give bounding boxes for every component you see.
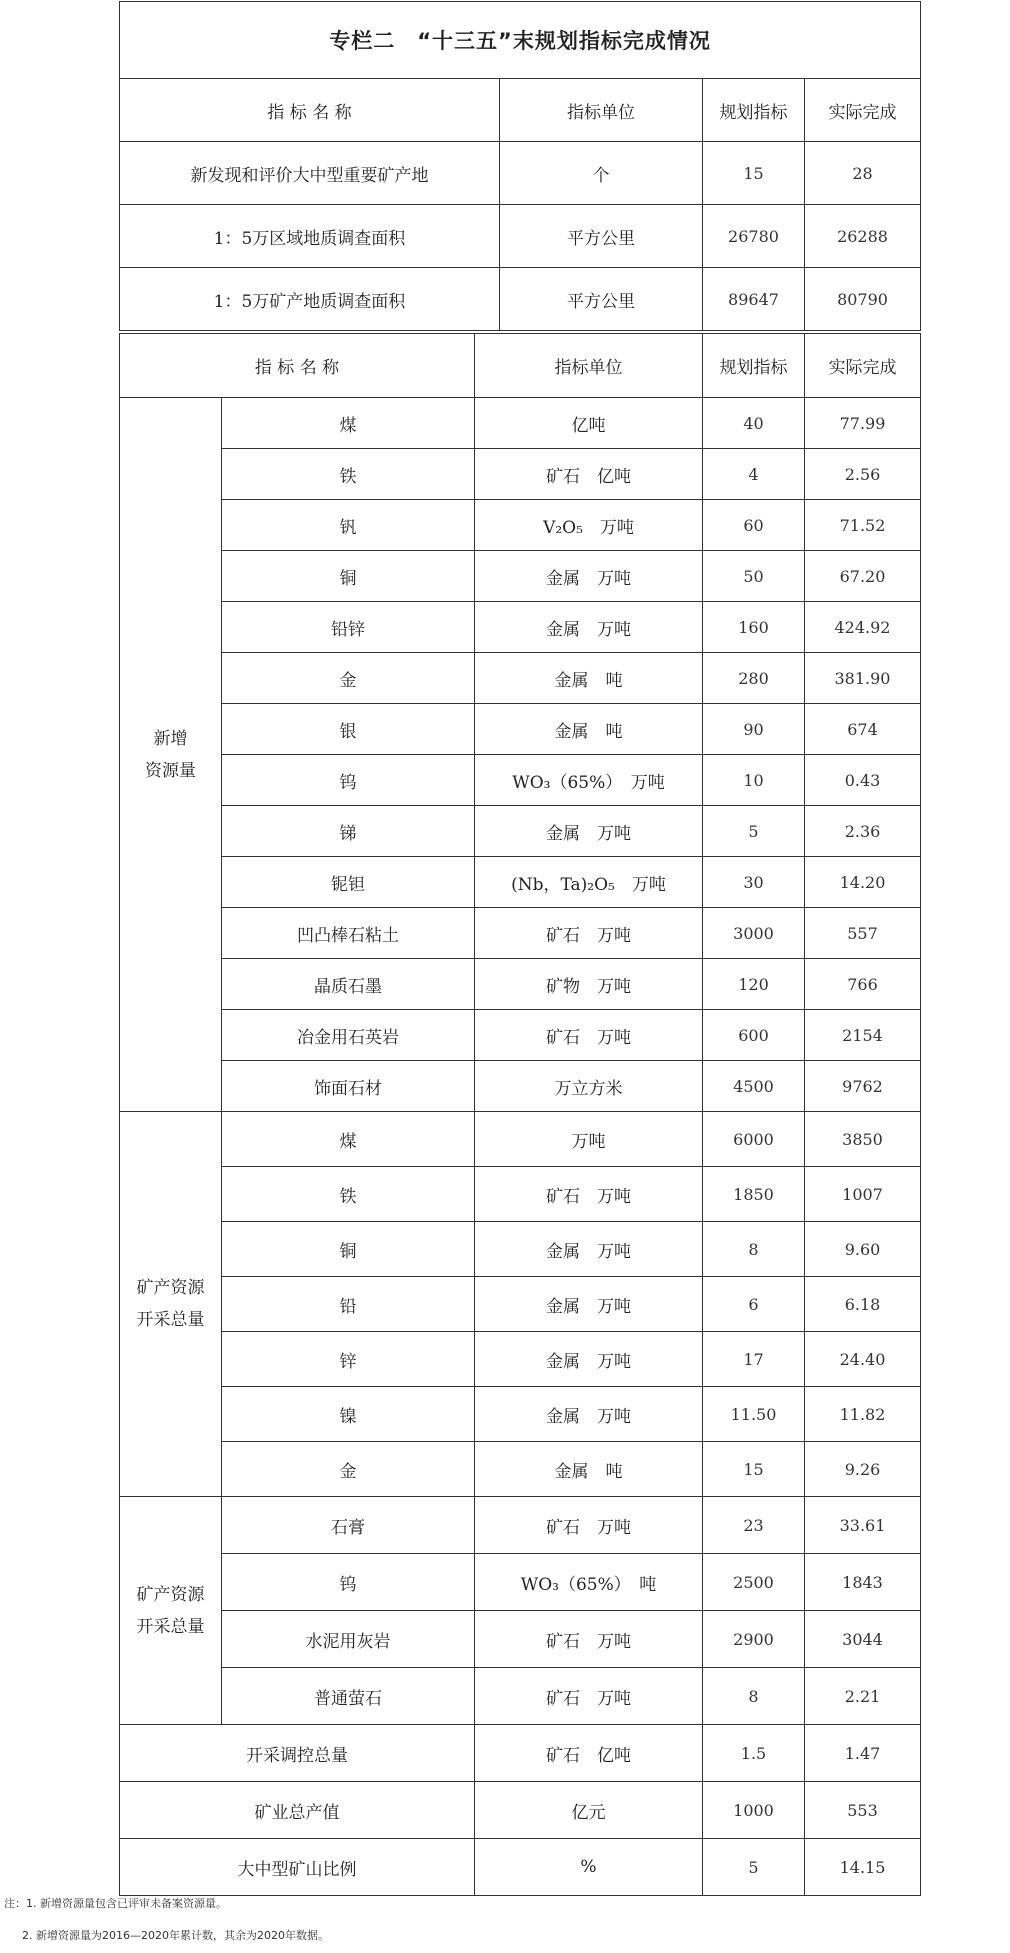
- table-row: [120, 755, 921, 806]
- table-row: [120, 1167, 921, 1222]
- row-unit: 金属 吨: [475, 1442, 703, 1497]
- row-unit: 金属 万吨: [475, 1277, 703, 1332]
- row-plan: 89647: [703, 268, 805, 331]
- row-actual: 9.60: [805, 1222, 921, 1277]
- table-row: [120, 1112, 921, 1167]
- row-name: 铁: [222, 449, 475, 500]
- row-plan: 6000: [703, 1112, 805, 1167]
- row-plan: 26780: [703, 205, 805, 268]
- row-name: 钨: [222, 1554, 475, 1611]
- row-name: 1：5万区域地质调查面积: [120, 205, 500, 268]
- table-row: [120, 268, 921, 331]
- table-row: [120, 704, 921, 755]
- row-unit: %: [475, 1839, 703, 1896]
- header-indicator-name: 指 标 名 称: [120, 334, 475, 398]
- row-name: 煤: [222, 398, 475, 449]
- row-actual: 2.36: [805, 806, 921, 857]
- row-name: 饰面石材: [222, 1061, 475, 1112]
- category-line: 开采总量: [136, 1616, 205, 1637]
- row-plan: 8: [703, 1222, 805, 1277]
- row-name: 矿业总产值: [120, 1782, 475, 1839]
- row-name: 锌: [222, 1332, 475, 1387]
- row-unit: 金属 万吨: [475, 1387, 703, 1442]
- header-unit: 指标单位: [500, 79, 703, 142]
- row-name: 铌钽: [222, 857, 475, 908]
- row-unit: WO₃（65%） 吨: [475, 1554, 703, 1611]
- row-unit: 平方公里: [500, 205, 703, 268]
- row-plan: 8: [703, 1668, 805, 1725]
- table-row: [120, 1061, 921, 1112]
- row-unit: WO₃（65%） 万吨: [475, 755, 703, 806]
- table-row: [120, 1387, 921, 1442]
- row-plan: 1850: [703, 1167, 805, 1222]
- row-actual: 674: [805, 704, 921, 755]
- row-plan: 280: [703, 653, 805, 704]
- row-name: 镍: [222, 1387, 475, 1442]
- header-actual: 实际完成: [805, 79, 921, 142]
- table-row: [120, 500, 921, 551]
- category-cell: [120, 398, 222, 1112]
- row-plan: 160: [703, 602, 805, 653]
- row-name: 钒: [222, 500, 475, 551]
- row-name: 新发现和评价大中型重要矿产地: [120, 142, 500, 205]
- row-unit: 金属 万吨: [475, 1222, 703, 1277]
- row-unit: 矿石 万吨: [475, 1010, 703, 1061]
- table-row: [120, 959, 921, 1010]
- row-plan: 2500: [703, 1554, 805, 1611]
- row-actual: 77.99: [805, 398, 921, 449]
- row-actual: 14.15: [805, 1839, 921, 1896]
- table-row: [120, 1497, 921, 1554]
- row-actual: 2154: [805, 1010, 921, 1061]
- row-actual: 557: [805, 908, 921, 959]
- row-plan: 4500: [703, 1061, 805, 1112]
- row-actual: 71.52: [805, 500, 921, 551]
- row-actual: 3850: [805, 1112, 921, 1167]
- row-unit: 亿元: [475, 1782, 703, 1839]
- row-plan: 30: [703, 857, 805, 908]
- row-unit: 矿石 万吨: [475, 1167, 703, 1222]
- row-actual: 766: [805, 959, 921, 1010]
- table-row: [120, 806, 921, 857]
- row-actual: 11.82: [805, 1387, 921, 1442]
- row-unit: 亿吨: [475, 398, 703, 449]
- row-unit: 矿石 万吨: [475, 1497, 703, 1554]
- row-actual: 381.90: [805, 653, 921, 704]
- row-name: 冶金用石英岩: [222, 1010, 475, 1061]
- row-actual: 14.20: [805, 857, 921, 908]
- row-actual: 3044: [805, 1611, 921, 1668]
- summary-row: [120, 1839, 921, 1896]
- row-actual: 28: [805, 142, 921, 205]
- row-plan: 11.50: [703, 1387, 805, 1442]
- header-plan: 规划指标: [703, 79, 805, 142]
- header-actual: 实际完成: [805, 334, 921, 398]
- row-name: 铜: [222, 1222, 475, 1277]
- row-unit: 平方公里: [500, 268, 703, 331]
- row-actual: 33.61: [805, 1497, 921, 1554]
- row-unit: 个: [500, 142, 703, 205]
- row-unit: 金属 万吨: [475, 1332, 703, 1387]
- category-line: 开采总量: [136, 1310, 205, 1330]
- table-row: [120, 908, 921, 959]
- row-name: 煤: [222, 1112, 475, 1167]
- row-plan: 4: [703, 449, 805, 500]
- row-actual: 24.40: [805, 1332, 921, 1387]
- row-plan: 1.5: [703, 1725, 805, 1782]
- row-name: 铁: [222, 1167, 475, 1222]
- row-actual: 1843: [805, 1554, 921, 1611]
- row-name: 晶质石墨: [222, 959, 475, 1010]
- row-unit: 矿石 万吨: [475, 1668, 703, 1725]
- table-row: [120, 1277, 921, 1332]
- row-plan: 2900: [703, 1611, 805, 1668]
- table-row: [120, 551, 921, 602]
- row-plan: 40: [703, 398, 805, 449]
- row-actual: 1007: [805, 1167, 921, 1222]
- category-line: 资源量: [145, 760, 196, 781]
- row-name: 锑: [222, 806, 475, 857]
- summary-row: [120, 1782, 921, 1839]
- row-name: 1：5万矿产地质调查面积: [120, 268, 500, 331]
- row-name: 开采调控总量: [120, 1725, 475, 1782]
- row-unit: 万吨: [475, 1112, 703, 1167]
- footnote-2: 2. 新增资源量为2016—2020年累计数，其余为2020年数据。: [22, 1929, 329, 1942]
- row-plan: 50: [703, 551, 805, 602]
- row-name: 钨: [222, 755, 475, 806]
- row-actual: 80790: [805, 268, 921, 331]
- row-actual: 2.56: [805, 449, 921, 500]
- row-name: 金: [222, 1442, 475, 1497]
- row-name: 水泥用灰岩: [222, 1611, 475, 1668]
- header-indicator-name: 指 标 名 称: [120, 79, 500, 142]
- row-plan: 60: [703, 500, 805, 551]
- table-row: [120, 1222, 921, 1277]
- category-cell: [120, 1112, 222, 1497]
- row-plan: 15: [703, 1442, 805, 1497]
- row-name: 银: [222, 704, 475, 755]
- row-unit: 万立方米: [475, 1061, 703, 1112]
- row-plan: 15: [703, 142, 805, 205]
- row-unit: 金属 万吨: [475, 551, 703, 602]
- row-actual: 9.26: [805, 1442, 921, 1497]
- top-indicator-table: [119, 1, 921, 331]
- row-unit: (Nb，Ta)₂O₅ 万吨: [475, 857, 703, 908]
- category-line: 矿产资源: [136, 1584, 205, 1605]
- row-unit: 金属 吨: [475, 653, 703, 704]
- row-unit: 金属 万吨: [475, 806, 703, 857]
- row-plan: 17: [703, 1332, 805, 1387]
- table-row: [120, 1554, 921, 1611]
- row-unit: 金属 万吨: [475, 602, 703, 653]
- row-plan: 600: [703, 1010, 805, 1061]
- header-plan: 规划指标: [703, 334, 805, 398]
- category-line: 新增: [153, 728, 188, 749]
- category-cell: [120, 1497, 222, 1725]
- row-plan: 5: [703, 806, 805, 857]
- row-plan: 6: [703, 1277, 805, 1332]
- table-row: [120, 449, 921, 500]
- row-unit: 矿物 万吨: [475, 959, 703, 1010]
- table-row: [120, 857, 921, 908]
- table-row: [120, 602, 921, 653]
- row-plan: 23: [703, 1497, 805, 1554]
- row-name: 铅: [222, 1277, 475, 1332]
- resource-indicator-table: [119, 333, 921, 1896]
- summary-row: [120, 1725, 921, 1782]
- row-actual: 0.43: [805, 755, 921, 806]
- header-unit: 指标单位: [475, 334, 703, 398]
- row-actual: 1.47: [805, 1725, 921, 1782]
- row-unit: V₂O₅ 万吨: [475, 500, 703, 551]
- row-unit: 金属 吨: [475, 704, 703, 755]
- category-line: 矿产资源: [136, 1278, 205, 1298]
- row-actual: 67.20: [805, 551, 921, 602]
- row-actual: 2.21: [805, 1668, 921, 1725]
- table-row: [120, 205, 921, 268]
- row-actual: 553: [805, 1782, 921, 1839]
- row-name: 石膏: [222, 1497, 475, 1554]
- row-name: 铅锌: [222, 602, 475, 653]
- row-unit: 矿石 万吨: [475, 908, 703, 959]
- row-plan: 120: [703, 959, 805, 1010]
- row-name: 金: [222, 653, 475, 704]
- row-actual: 424.92: [805, 602, 921, 653]
- table-row: [120, 1668, 921, 1725]
- row-plan: 5: [703, 1839, 805, 1896]
- table-row: [120, 1010, 921, 1061]
- row-unit: 矿石 亿吨: [475, 449, 703, 500]
- row-plan: 10: [703, 755, 805, 806]
- row-actual: 6.18: [805, 1277, 921, 1332]
- table-row: [120, 398, 921, 449]
- table-title: 专栏二 “十三五”末规划指标完成情况: [120, 2, 921, 79]
- table-row: [120, 1442, 921, 1497]
- row-name: 铜: [222, 551, 475, 602]
- table-row: [120, 142, 921, 205]
- row-unit: 矿石 万吨: [475, 1611, 703, 1668]
- row-plan: 1000: [703, 1782, 805, 1839]
- row-actual: 26288: [805, 205, 921, 268]
- row-name: 凹凸棒石粘土: [222, 908, 475, 959]
- footnote-1: 注：1. 新增资源量包含已评审未备案资源量。: [4, 1897, 227, 1910]
- table-row: [120, 1332, 921, 1387]
- row-plan: 3000: [703, 908, 805, 959]
- row-unit: 矿石 亿吨: [475, 1725, 703, 1782]
- row-name: 普通萤石: [222, 1668, 475, 1725]
- row-plan: 90: [703, 704, 805, 755]
- table-row: [120, 1611, 921, 1668]
- table-row: [120, 653, 921, 704]
- row-actual: 9762: [805, 1061, 921, 1112]
- row-name: 大中型矿山比例: [120, 1839, 475, 1896]
